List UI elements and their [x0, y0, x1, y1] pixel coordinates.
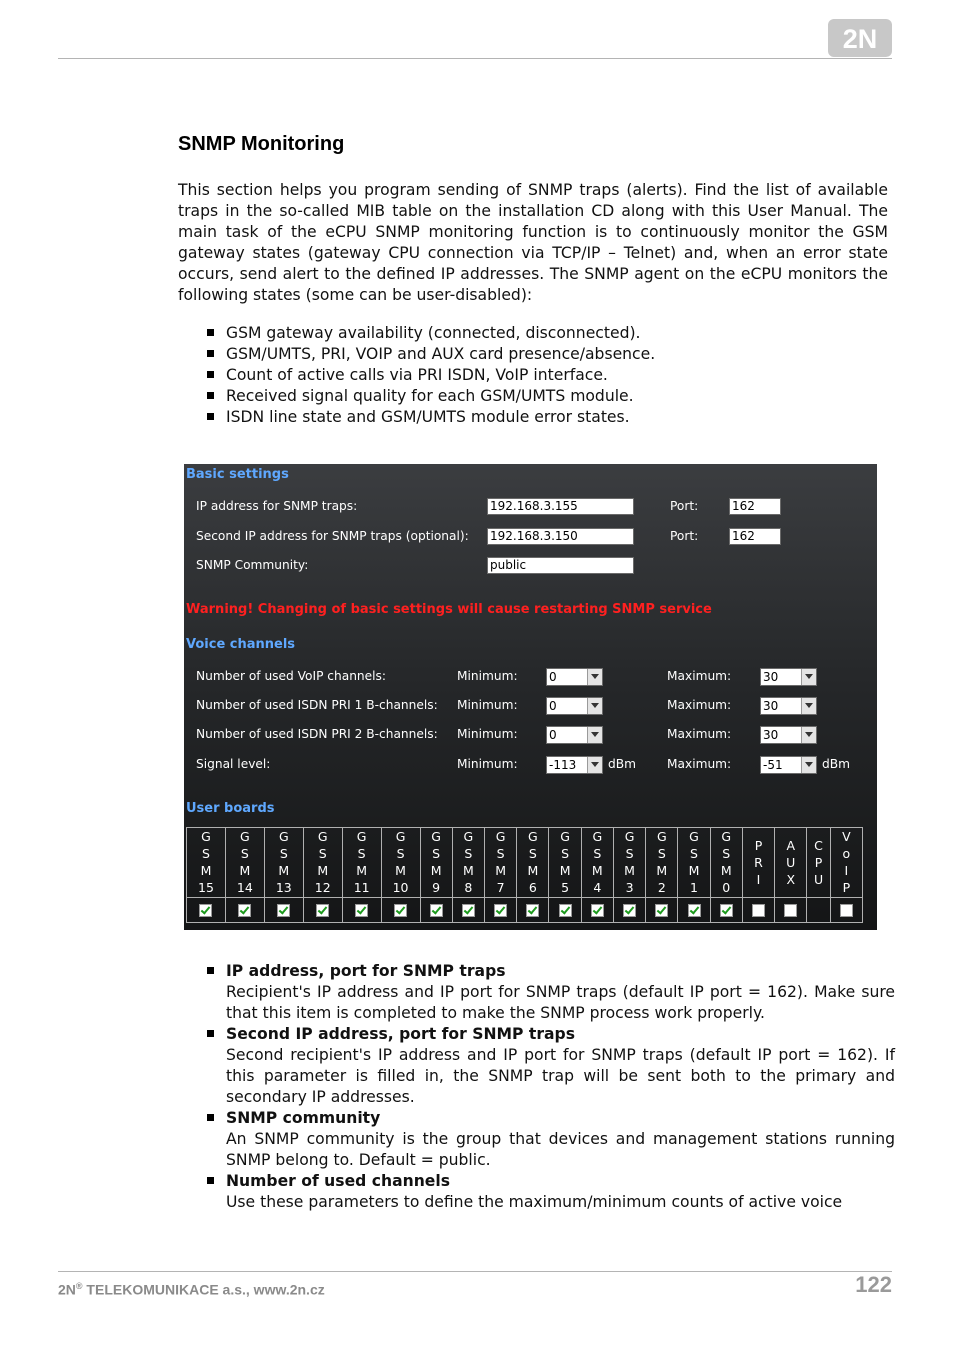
board-label: G S M 14	[225, 828, 264, 898]
board-checkbox-cell	[830, 897, 862, 922]
board-label: G S M 8	[452, 828, 484, 898]
parameter-term: SNMP community	[226, 1109, 381, 1127]
snmp-settings-panel	[184, 464, 877, 930]
board-checkbox[interactable]	[494, 904, 507, 917]
parameter-description: An SNMP community is the group that devices and management stations running SNMP belong to. Default = public.	[226, 1130, 895, 1169]
list-item: GSM/UMTS, PRI, VOIP and AUX card presence/absence.	[205, 344, 895, 365]
chevron-down-icon	[587, 669, 602, 685]
board-label: G S M 0	[710, 828, 742, 898]
pri1-channels-label: Number of used ISDN PRI 1 B-channels:	[196, 698, 438, 712]
board-label: G S M 13	[264, 828, 303, 898]
user-boards-table	[186, 827, 863, 923]
list-item	[205, 1024, 895, 1108]
ip2-label: Second IP address for SNMP traps (optional):	[196, 529, 469, 543]
maximum-label: Maximum:	[667, 669, 732, 683]
minimum-label: Minimum:	[457, 698, 518, 712]
board-label: G S M 10	[381, 828, 420, 898]
board-checkbox[interactable]	[355, 904, 368, 917]
board-checkbox-cell	[581, 897, 613, 922]
snmp-community-input[interactable]: public	[487, 557, 634, 574]
board-checkbox[interactable]	[199, 904, 212, 917]
board-checkbox[interactable]	[238, 904, 251, 917]
list-item: Received signal quality for each GSM/UMTS module.	[205, 386, 895, 407]
board-checkbox-cell	[303, 897, 342, 922]
board-checkbox-cell	[381, 897, 420, 922]
list-item	[205, 1108, 895, 1171]
board-checkbox-cell	[613, 897, 645, 922]
footer-divider	[58, 1271, 892, 1272]
board-checkbox-cell	[549, 897, 581, 922]
board-label: G S M 12	[303, 828, 342, 898]
board-checkbox-cell	[678, 897, 710, 922]
user-boards-heading: User boards	[186, 801, 275, 816]
section-title: SNMP Monitoring	[178, 133, 345, 155]
board-checkbox-cell	[517, 897, 549, 922]
board-label: G S M 11	[342, 828, 381, 898]
board-checkbox-cell	[710, 897, 742, 922]
board-label: C P U	[807, 828, 830, 898]
svg-text:2N: 2N	[842, 24, 878, 54]
basic-settings-heading: Basic settings	[186, 467, 289, 482]
chevron-down-icon	[801, 669, 816, 685]
parameter-term: Number of used channels	[226, 1172, 451, 1190]
board-label: P R I	[742, 828, 774, 898]
port2-label: Port:	[670, 529, 699, 543]
pri1-max-select[interactable]: 30	[760, 697, 817, 715]
board-checkbox[interactable]	[591, 904, 604, 917]
signal-max-select[interactable]: -51	[760, 756, 817, 774]
dbm-unit: dBm	[822, 757, 850, 771]
board-checkbox[interactable]	[316, 904, 329, 917]
board-label: G S M 6	[517, 828, 549, 898]
pri2-min-select[interactable]: 0	[546, 726, 603, 744]
board-checkbox[interactable]	[752, 904, 765, 917]
voip-min-select[interactable]: 0	[546, 668, 603, 686]
board-label: G S M 15	[187, 828, 226, 898]
board-checkbox[interactable]	[430, 904, 443, 917]
2n-logo-icon	[828, 19, 892, 57]
board-label: A U X	[775, 828, 807, 898]
board-label: G S M 3	[613, 828, 645, 898]
board-checkbox[interactable]	[840, 904, 853, 917]
pri1-min-select[interactable]: 0	[546, 697, 603, 715]
list-item	[205, 1171, 895, 1213]
monitored-states-list	[205, 323, 895, 428]
board-checkbox-cell	[742, 897, 774, 922]
voip-channels-label: Number of used VoIP channels:	[196, 669, 386, 683]
board-checkbox-cell	[775, 897, 807, 922]
chevron-down-icon	[801, 698, 816, 714]
list-item: GSM gateway availability (connected, disconnected).	[205, 323, 895, 344]
board-checkbox[interactable]	[526, 904, 539, 917]
board-checkbox-cell	[187, 897, 226, 922]
chevron-down-icon	[587, 757, 602, 773]
pri2-channels-label: Number of used ISDN PRI 2 B-channels:	[196, 727, 438, 741]
board-label: V o I P	[830, 828, 862, 898]
ip-address-input[interactable]: 192.168.3.155	[487, 498, 634, 515]
list-item	[205, 961, 895, 1024]
board-checkbox[interactable]	[623, 904, 636, 917]
voip-max-select[interactable]: 30	[760, 668, 817, 686]
board-label: G S M 1	[678, 828, 710, 898]
signal-level-label: Signal level:	[196, 757, 271, 771]
maximum-label: Maximum:	[667, 698, 732, 712]
board-checkbox[interactable]	[720, 904, 733, 917]
list-item: ISDN line state and GSM/UMTS module error states.	[205, 407, 895, 428]
board-checkbox[interactable]	[394, 904, 407, 917]
community-label: SNMP Community:	[196, 558, 309, 572]
chevron-down-icon	[587, 727, 602, 743]
board-label: G S M 4	[581, 828, 613, 898]
port-label: Port:	[670, 499, 699, 513]
board-checkbox-cell	[225, 897, 264, 922]
parameter-term: IP address, port for SNMP traps	[226, 962, 506, 980]
intro-paragraph: This section helps you program sending of SNMP traps (alerts). Find the list of available traps in the so-called MIB table on the installation CD along with this User Manual. The main task of the eCPU SNMP monitoring function is to continuously monitor the GSM gateway states (gateway CPU connection via TCP/IP – Telnet) and, when an error state occurs, send alert to the defined IP addresses. The SNMP agent on the eCPU monitors the following states (some can be user-disabled):	[178, 181, 888, 304]
page-number: 122	[855, 1272, 892, 1297]
pri2-max-select[interactable]: 30	[760, 726, 817, 744]
board-label: G S M 5	[549, 828, 581, 898]
board-checkbox-cell	[807, 897, 830, 922]
parameter-description: Use these parameters to define the maximum/minimum counts of active voice	[226, 1193, 843, 1211]
board-checkbox-cell	[485, 897, 517, 922]
board-checkbox[interactable]	[655, 904, 668, 917]
board-label: G S M 7	[485, 828, 517, 898]
second-ip-address-input[interactable]: 192.168.3.150	[487, 528, 634, 545]
port-input[interactable]: 162	[729, 498, 781, 515]
ip-label: IP address for SNMP traps:	[196, 499, 358, 513]
dbm-unit: dBm	[608, 757, 636, 771]
list-item: Count of active calls via PRI ISDN, VoIP interface.	[205, 365, 895, 386]
board-checkbox[interactable]	[462, 904, 475, 917]
board-checkbox[interactable]	[784, 904, 797, 917]
chevron-down-icon	[801, 757, 816, 773]
board-checkbox-cell	[420, 897, 452, 922]
board-label: G S M 9	[420, 828, 452, 898]
parameter-description: Recipient's IP address and IP port for SNMP traps (default IP port = 162). Make sure that this item is completed to make the SNMP process work properly.	[226, 983, 895, 1022]
chevron-down-icon	[801, 727, 816, 743]
board-label: G S M 2	[646, 828, 678, 898]
minimum-label: Minimum:	[457, 669, 518, 683]
header-divider	[58, 58, 892, 59]
second-port-input[interactable]: 162	[729, 528, 781, 545]
minimum-label: Minimum:	[457, 727, 518, 741]
maximum-label: Maximum:	[667, 727, 732, 741]
maximum-label: Maximum:	[667, 757, 732, 771]
board-checkbox[interactable]	[277, 904, 290, 917]
parameter-description: Second recipient's IP address and IP port for SNMP traps (default IP port = 162). If this parameter is filled in, the SNMP trap will be sent both to the primary and secondary IP addresses.	[226, 1046, 895, 1106]
board-checkbox[interactable]	[559, 904, 572, 917]
parameter-term: Second IP address, port for SNMP traps	[226, 1025, 575, 1043]
parameter-list	[205, 961, 895, 1213]
board-checkbox-cell	[264, 897, 303, 922]
footer-company: 2N® TELEKOMUNIKACE a.s., www.2n.cz	[58, 1281, 325, 1298]
minimum-label: Minimum:	[457, 757, 518, 771]
board-checkbox[interactable]	[688, 904, 701, 917]
signal-min-select[interactable]: -113	[546, 756, 603, 774]
voice-channels-heading: Voice channels	[186, 637, 296, 652]
board-checkbox-cell	[646, 897, 678, 922]
chevron-down-icon	[587, 698, 602, 714]
restart-warning: Warning! Changing of basic settings will cause restarting SNMP service	[186, 602, 712, 617]
board-checkbox-cell	[452, 897, 484, 922]
board-checkbox-cell	[342, 897, 381, 922]
